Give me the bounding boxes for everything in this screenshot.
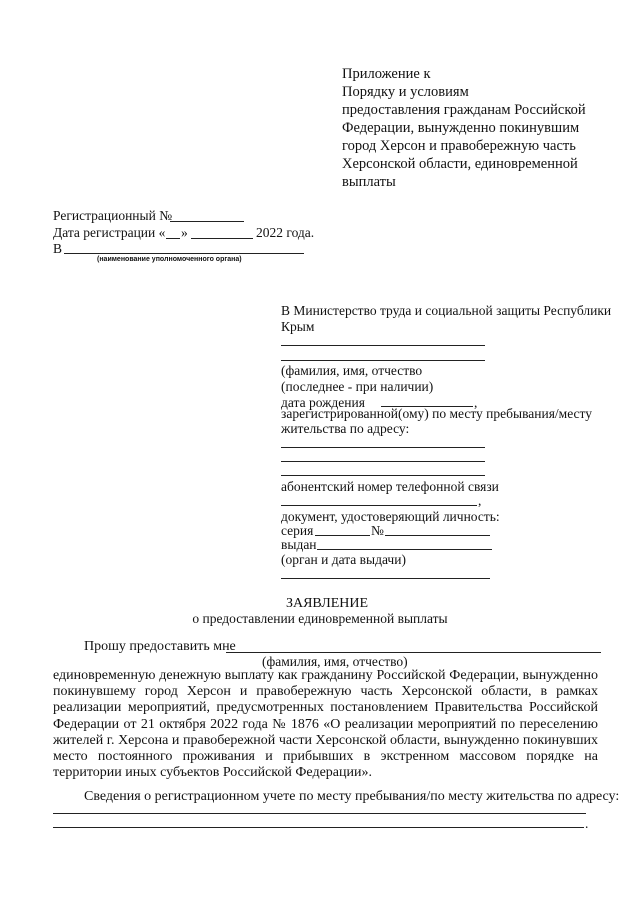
request-label: Прошу предоставить мне <box>84 639 236 654</box>
issued-label: выдан <box>281 537 317 552</box>
address-field-2[interactable] <box>281 461 485 462</box>
patronymic-caption: (последнее - при наличии) <box>281 379 434 394</box>
birth-date-comma: , <box>474 395 478 410</box>
series-field[interactable] <box>315 535 370 536</box>
registration-in-label: В <box>53 241 63 256</box>
phone-comma: , <box>478 493 482 508</box>
birth-date-label: дата рождения <box>281 395 365 410</box>
doc-number-label: № <box>371 523 384 538</box>
registration-address-field-1[interactable] <box>53 813 586 814</box>
fio-caption: (фамилия, имя, отчество <box>281 363 423 378</box>
address-label: жительства по адресу: <box>281 421 410 436</box>
authorized-organ-caption: (наименование уполномоченного органа) <box>97 256 242 263</box>
appendix-line: Приложение к <box>342 66 431 82</box>
appendix-line: предоставления гражданам Российской <box>342 102 586 118</box>
registered-label: зарегистрированной(ому) по месту пребывания/месту <box>281 406 593 421</box>
statement-title: ЗАЯВЛЕНИЕ <box>285 596 369 611</box>
phone-field[interactable] <box>281 505 477 506</box>
appendix-line: Федерации, вынужденно покинувшим <box>342 120 580 136</box>
applicant-fio-field-1[interactable] <box>281 345 485 346</box>
appendix-line: выплаты <box>342 174 396 190</box>
statement-body: единовременную денежную выплату как гражданину Российской Федерации, вынужденно покинувшему город Херсон и правобережную часть Херсонской области, в рамках реализации мероприятий, предусмотренных постановлением Правительства Российской Федерации от 21 октября 2022 года № 1876 «О реализации мероприятий по переселению жителей г. Херсона и правобережной части Херсонской области, вынужденно покинувших место постоянного проживания и прибывших в экстренном массовом порядке на территории иных субъектов Российской Федерации». <box>53 668 598 781</box>
doc-number-field[interactable] <box>385 535 490 536</box>
address-field-3[interactable] <box>281 475 485 476</box>
registration-address-field-2[interactable] <box>53 827 584 828</box>
registration-date-quote: » <box>181 225 188 240</box>
issued-field-2[interactable] <box>281 578 490 579</box>
statement-subtitle: о предоставлении единовременной выплаты <box>192 611 448 626</box>
ministry-line-2: Крым <box>281 319 315 334</box>
appendix-line: Порядку и условиям <box>342 84 469 100</box>
identity-document-label: документ, удостоверяющий личность: <box>281 509 500 524</box>
phone-label: абонентский номер телефонной связи <box>281 479 499 494</box>
registration-year: 2022 года. <box>256 225 315 240</box>
issued-field[interactable] <box>317 549 492 550</box>
registration-info-label: Сведения о регистрационном учете по месту пребывания/по месту жительства по адресу: <box>84 789 620 804</box>
registration-day-field[interactable] <box>166 238 180 239</box>
end-period: . <box>585 816 589 831</box>
appendix-line: Херсонской области, единовременной <box>342 156 578 172</box>
registration-number-label: Регистрационный № <box>53 208 173 223</box>
appendix-line: город Херсон и правобережную часть <box>342 138 576 154</box>
registration-month-field[interactable] <box>191 238 253 239</box>
registration-number-field[interactable] <box>170 221 244 222</box>
recipient-fio-caption: (фамилия, имя, отчество) <box>262 654 408 669</box>
ministry-line: В Министерство труда и социальной защиты Республики <box>281 303 612 318</box>
issued-caption: (орган и дата выдачи) <box>281 552 406 567</box>
address-field-1[interactable] <box>281 447 485 448</box>
applicant-fio-field-2[interactable] <box>281 360 485 361</box>
series-label: серия <box>281 523 314 538</box>
registration-date-label: Дата регистрации « <box>53 225 166 240</box>
